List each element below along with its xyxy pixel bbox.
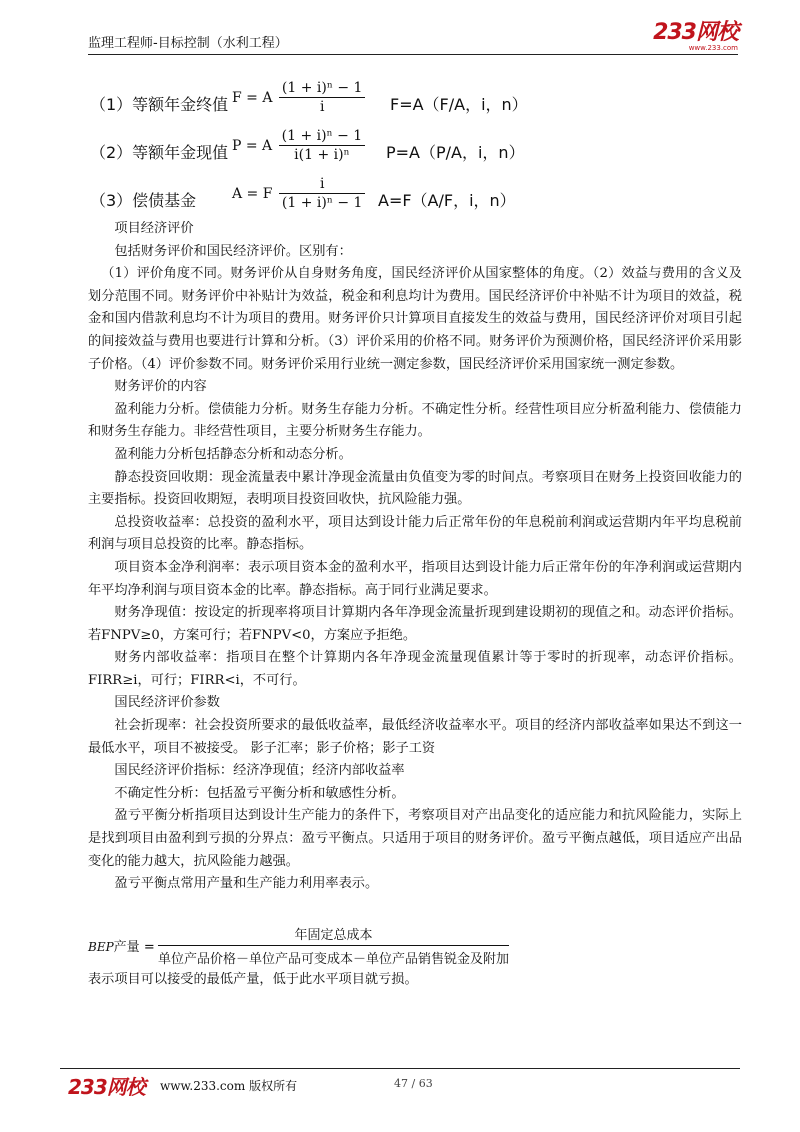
formula-numerator: i [279, 176, 366, 194]
brand-logo [653, 22, 738, 52]
formula-lhs: P = A [232, 137, 273, 154]
formula-notation: P=A（P/A，i，n） [386, 143, 525, 162]
paragraph: 静态投资回收期：现金流量表中累计净现金流量由负值变为零的时间点。考察项目在财务上投资回收能力的主要指标。投资回收期短，表明项目投资回收快，抗风险能力强。 [88, 469, 742, 508]
formula-denominator: i(1 + i)ⁿ [294, 147, 350, 163]
paragraph: （1）评价角度不同。财务评价从自身财务角度，国民经济评价从国家整体的角度。（2）效益与费用的含义及划分范围不同。财务评价中补贴计为效益，税金和利息均计为费用。国民经济评价中补贴不计为项目的效益，税金和国内借款利息均不计为项目的费用。财务评价只计算项目直接发生的效益与费用，国民经济评价对项目引起的间接效益与费用也要进行计算和分析。（3）评价采用的价格不同。财务评价为预测价格，国民经济评价采用影子价格。（4）评价参数不同。财务评价采用行业统一测定参数，国民经济评价采用国家统一测定参数。 [88, 266, 742, 372]
formula-numerator: (1 + i)ⁿ − 1 [279, 80, 366, 98]
header-title: 监理工程师-目标控制（水利工程） [88, 36, 288, 51]
section-heading: 国民经济评价参数 [114, 695, 220, 711]
formula-fraction [279, 176, 366, 211]
bep-fraction [158, 924, 509, 967]
logo-text: 233网校 [653, 20, 738, 45]
formula-math [232, 80, 365, 115]
page-header [88, 20, 738, 55]
formula-sinking-fund [90, 176, 690, 216]
paragraph: 总投资收益率：总投资的盈利水平，项目达到设计能力后正常年份的年息税前利润或运营期内年平均息税前利润与项目总投资的比率。静态指标。 [88, 514, 742, 553]
document-body [88, 218, 742, 896]
paragraph: 盈亏平衡点常用产量和生产能力利用率表示。 [114, 876, 379, 892]
footer-logo: 233网校 [68, 1075, 145, 1099]
formula-math [232, 176, 365, 211]
paragraph: 包括财务评价和国民经济评价。区别有： [114, 243, 352, 259]
formula-annuity-present-value [90, 128, 690, 168]
paragraph: 财务内部收益率：指项目在整个计算期内各年净现金流量现值累计等于零时的折现率，动态评价指标。FIRR≥i，可行；FIRR<i，不可行。 [88, 650, 742, 688]
formula-label: （1）等额年金终值 [90, 95, 229, 114]
formula-math [232, 128, 365, 163]
formula-lhs: F = A [232, 89, 273, 106]
paragraph: 国民经济评价指标：经济净现值；经济内部收益率 [114, 763, 405, 779]
formula-annuity-future-value [90, 80, 690, 120]
paragraph: 盈利能力分析包括静态分析和动态分析。 [114, 446, 352, 462]
footer-site: www.233.com 版权所有 [160, 1079, 298, 1093]
bep-denominator: 单位产品价格－单位产品可变成本－单位产品销售锐金及附加 [158, 952, 510, 967]
paragraph: 项目资本金净利润率：表示项目资本金的盈利水平，指项目达到设计能力后正常年份的年净利润或运营期内年平均净利润与项目资本金的比率。静态指标。高于同行业满足要求。 [88, 559, 742, 598]
formula-notation: A=F（A/F，i，n） [378, 191, 516, 210]
bep-note: 表示项目可以接受的最低产量，低于此水平项目就亏损。 [88, 972, 418, 987]
paragraph: 盈亏平衡分析指项目达到设计生产能力的条件下，考察项目对产出品变化的适应能力和抗风险能力，实际上是找到项目由盈利到亏损的分界点：盈亏平衡点。只适用于项目的财务评价。盈亏平衡点越低，项目适应产出品变化的能力越大，抗风险能力越强。 [88, 808, 742, 869]
formula-notation: F=A（F/A，i，n） [390, 95, 528, 114]
formula-label: （3）偿债基金 [90, 191, 197, 210]
page-footer [60, 1068, 740, 1099]
logo-url: www.233.com [688, 44, 738, 52]
paragraph: 社会折现率：社会投资所要求的最低收益率，最低经济收益率水平。项目的经济内部收益率如果达不到这一最低水平，项目不被接受。 影子汇率；影子价格；影子工资 [88, 718, 742, 756]
bep-lhs [88, 936, 155, 955]
section-heading: 项目经济评价 [114, 221, 194, 236]
formula-numerator: (1 + i)ⁿ − 1 [279, 128, 366, 146]
bep-numerator: 年固定总成本 [158, 924, 509, 946]
bep-equals: = [143, 940, 155, 955]
formula-fraction [279, 80, 366, 115]
paragraph: 盈利能力分析。偿债能力分析。财务生存能力分析。不确定性分析。经营性项目应分析盈利能力、偿债能力和财务生存能力。非经营性项目，主要分析财务生存能力。 [88, 401, 742, 440]
bep-symbol: BEP [88, 940, 114, 954]
bep-subscript: 产量 [113, 940, 140, 955]
section-heading: 财务评价的内容 [114, 379, 207, 395]
page-number: 47 / 63 [394, 1077, 433, 1090]
paragraph: 不确定性分析：包括盈亏平衡分析和敏感性分析。 [114, 785, 405, 801]
formula-lhs: A = F [232, 185, 273, 202]
formula-denominator: (1 + i)ⁿ − 1 [281, 195, 363, 211]
formula-label: （2）等额年金现值 [90, 143, 229, 162]
formula-denominator: i [319, 99, 325, 115]
paragraph: 财务净现值：按设定的折现率将项目计算期内各年净现金流量折现到建设期初的现值之和。动态评价指标。若FNPV≥0，方案可行；若FNPV<0，方案应予拒绝。 [88, 605, 742, 643]
formula-fraction [279, 128, 366, 163]
